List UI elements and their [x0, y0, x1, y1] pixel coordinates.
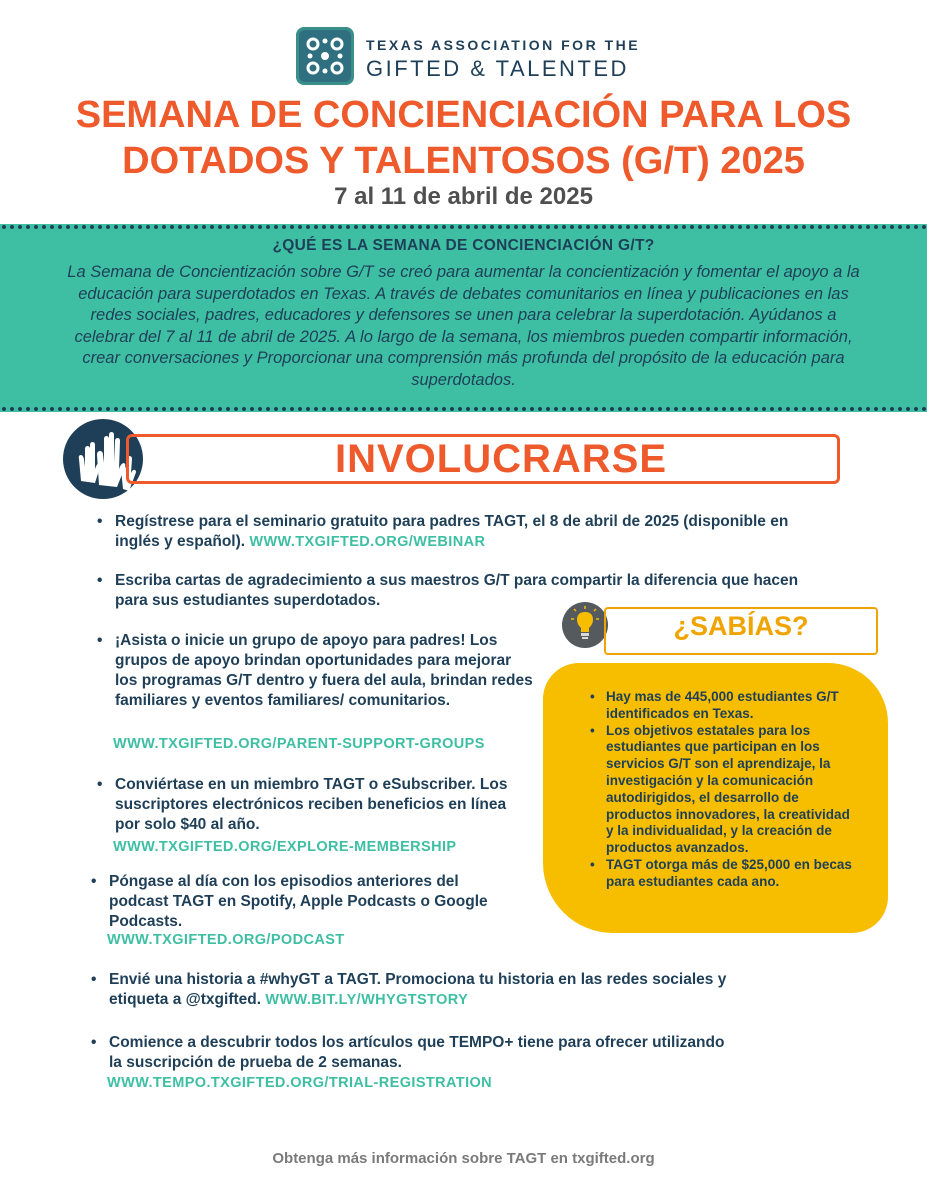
involve-heading: INVOLUCRARSE [334, 437, 668, 481]
parent-support-link[interactable]: WWW.TXGIFTED.ORG/PARENT-SUPPORT-GROUPS [113, 736, 485, 752]
facts-list [590, 689, 860, 891]
bullet-icon: • [91, 1034, 97, 1051]
list-item [91, 1033, 729, 1073]
what-is-heading: ¿QUÉ ES LA SEMANA DE CONCIENCIACIÓN G/T? [272, 237, 655, 254]
footer-text: Obtenga más información sobre TAGT en txgifted.org [272, 1150, 655, 1167]
list-item [91, 872, 519, 932]
bullet-icon: • [97, 572, 103, 589]
fact-text: Los objetivos estatales para los estudiantes que participan en los servicios G/T son el aprendizaje, la investigación y la comunicación autodirigidos, el desarrollo de productos innovadores, la creatividad y la individualidad, y la creación de productos avanzados. [606, 722, 850, 856]
list-item [97, 775, 535, 835]
what-is-body: La Semana de Concientización sobre G/T se creó para aumentar la concientización y fomentar el apoyo a la educación para superdotados en Texas. A través de debates comunitarios en línea y publicaciones en las redes sociales, padres, educadores y defensores se unen para celebrar la superdotación. Ayúdanos a celebrar del 7 al 11 de abril de 2025. A lo largo de la semana, los miembros pueden compartir información, crear conversaciones y Proporcionar una comprensión más profunda del propósito de la educación para superdotados. [67, 263, 860, 389]
list-item [91, 970, 729, 1010]
page-title [0, 92, 927, 184]
bullet-icon: • [91, 873, 97, 890]
fact-item: • TAGT otorga más de $25,000 en becas para estudiantes cada ano. [590, 856, 852, 889]
list-item-text: Conviértase en un miembro TAGT o eSubscriber. Los suscriptores electrónicos reciben beneficios en línea por solo $40 al año. [115, 776, 508, 833]
list-item [97, 512, 795, 552]
membership-link[interactable]: WWW.TXGIFTED.ORG/EXPLORE-MEMBERSHIP [113, 839, 457, 855]
webinar-link[interactable]: WWW.TXGIFTED.ORG/WEBINAR [249, 534, 486, 550]
list-item-text: Escriba cartas de agradecimiento a sus maestros G/T para compartir la diferencia que hacen para sus estudiantes superdotados. [115, 572, 799, 609]
logo-text-line1: TEXAS ASSOCIATION FOR THE [366, 37, 641, 53]
fact-item: • Hay mas de 445,000 estudiantes G/T identificados en Texas. [590, 689, 839, 721]
fact-text: TAGT otorga más de $25,000 en becas para estudiantes cada ano. [606, 856, 852, 889]
fact-text: Hay mas de 445,000 estudiantes G/T identificados en Texas. [606, 689, 839, 721]
whygt-story-link[interactable]: WWW.BIT.LY/WHYGTSTORY [265, 992, 469, 1008]
bullet-icon: • [97, 513, 103, 530]
page-title-line2: DOTADOS Y TALENTOSOS (G/T) 2025 [122, 140, 805, 182]
bullet-icon: • [97, 632, 103, 649]
bullet-icon: • [91, 971, 97, 988]
page-title-line1: SEMANA DE CONCIENCIACIÓN PARA LOS [75, 94, 852, 136]
tagt-logo-icon [296, 27, 354, 85]
list-item [97, 571, 835, 611]
logo-text-line2: GIFTED & TALENTED [366, 56, 629, 81]
list-item-text: Comience a descubrir todos los artículos que TEMPO+ tiene para ofrecer utilizando la suscripción de prueba de 2 semanas. [109, 1034, 725, 1071]
tempo-trial-link[interactable]: WWW.TEMPO.TXGIFTED.ORG/TRIAL-REGISTRATION [107, 1075, 493, 1091]
dotted-border-bottom [0, 406, 927, 412]
list-item-text: Envié una historia a #whyGT a TAGT. Promociona tu historia en las redes sociales y etiqueta a @txgifted. [109, 971, 727, 1008]
bullet-icon: • [97, 776, 103, 793]
fact-item: • Los objetivos estatales para los estudiantes que participan en los servicios G/T son el aprendizaje, la investigación y la comunicación autodirigidos, el desarrollo de productos innovadores, la creatividad y la individualidad, y la creación de productos avanzados. [590, 722, 850, 856]
sabias-heading: ¿SABÍAS? [673, 611, 809, 641]
event-dates: 7 al 11 de abril de 2025 [334, 183, 593, 210]
podcast-link[interactable]: WWW.TXGIFTED.ORG/PODCAST [107, 932, 345, 948]
lightbulb-icon [562, 602, 608, 648]
list-item-text: ¡Asista o inicie un grupo de apoyo para padres! Los grupos de apoyo brindan oportunidades para mejorar los programas G/T dentro y fuera del aula, brindan redes familiares y eventos familiares/ comunitarios. [115, 632, 533, 709]
list-item-text: Póngase al día con los episodios anteriores del podcast TAGT en Spotify, Apple Podcasts o Google Podcasts. [109, 873, 488, 930]
list-item-text: Regístrese para el seminario gratuito para padres TAGT, el 8 de abril de 2025 (disponible en inglés y español). [115, 513, 789, 550]
list-item [97, 631, 535, 711]
dotted-border-top [0, 224, 927, 230]
